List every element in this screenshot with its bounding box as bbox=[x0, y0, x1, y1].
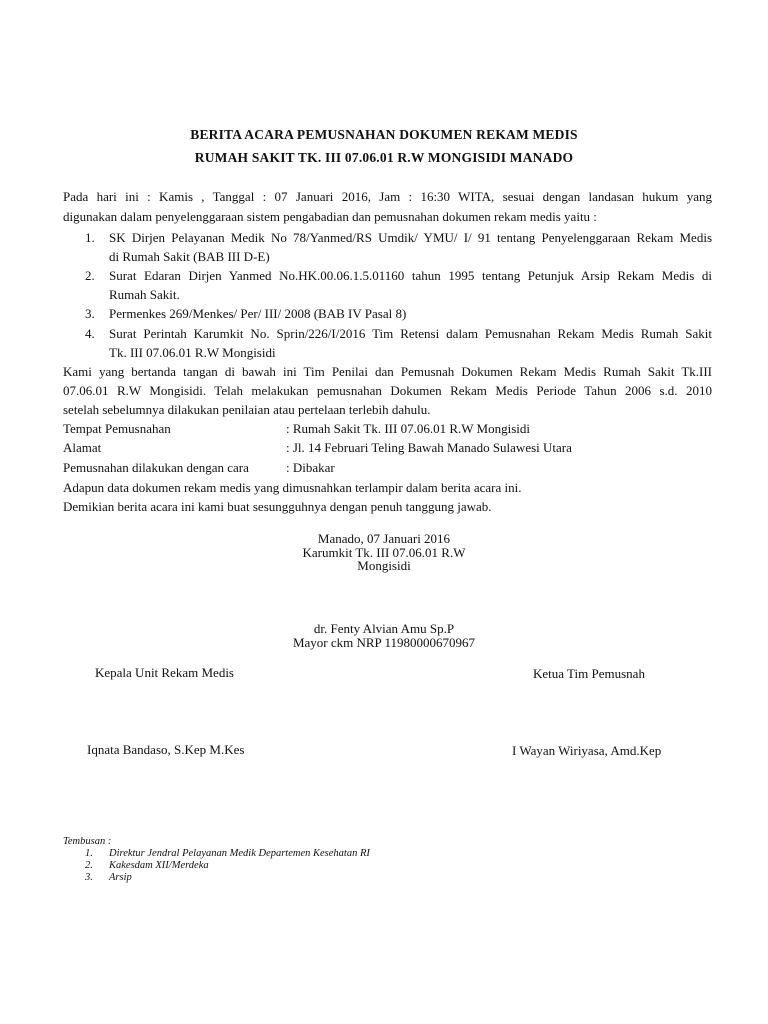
statement-line-2: 07.06.01 R.W Mongisidi. Telah melakukan pemusnahan Dokumen Rekam Medis Periode Tahun 2006 s.d. 2010 bbox=[63, 383, 712, 398]
detail-value: : Dibakar bbox=[286, 460, 335, 475]
signer-name: dr. Fenty Alvian Amu Sp.P bbox=[313, 621, 455, 636]
list-item: Kakesdam XII/Merdeka bbox=[109, 860, 209, 871]
list-item-number: 1. bbox=[85, 848, 93, 859]
list-item: Surat Edaran Dirjen Yanmed No.HK.00.06.1.5.01160 tahun 1995 tentang Petunjuk Arsip Rekam Medis di bbox=[109, 268, 712, 283]
list-item-number: 1. bbox=[85, 230, 95, 245]
closing-line-2: Demikian berita acara ini kami buat sesungguhnya dengan penuh tanggung jawab. bbox=[63, 499, 492, 514]
signer-position: Karumkit Tk. III 07.06.01 R.W bbox=[302, 545, 466, 560]
signer-position: Kepala Unit Rekam Medis bbox=[95, 665, 234, 680]
intro-line-1: Pada hari ini : Kamis , Tanggal : 07 Januari 2016, Jam : 16:30 WITA, sesuai dengan landasan hukum yang bbox=[63, 189, 712, 204]
list-item: Direktur Jendral Pelayanan Medik Departemen Kesehatan RI bbox=[109, 848, 370, 859]
closing-line-1: Adapun data dokumen rekam medis yang dimusnahkan terlampir dalam berita acara ini. bbox=[63, 480, 522, 495]
signer-name: I Wayan Wiriyasa, Amd.Kep bbox=[512, 743, 662, 758]
detail-label: Tempat Pemusnahan bbox=[63, 421, 171, 436]
list-item-number: 2. bbox=[85, 268, 95, 283]
signer-position: Ketua Tim Pemusnah bbox=[533, 666, 645, 681]
detail-label: Pemusnahan dilakukan dengan cara bbox=[63, 460, 249, 475]
document-title-line-1: BERITA ACARA PEMUSNAHAN DOKUMEN REKAM MEDIS bbox=[190, 127, 578, 142]
list-item: Arsip bbox=[109, 872, 132, 883]
signer-rank: Mayor ckm NRP 11980000670967 bbox=[292, 635, 476, 650]
document-title-line-2: RUMAH SAKIT TK. III 07.06.01 R.W MONGISIDI MANADO bbox=[194, 150, 574, 165]
statement-line-3: setelah sebelumnya dilakukan penilaian atau pertelaan terlebih dahulu. bbox=[63, 402, 431, 417]
copies-heading: Tembusan : bbox=[63, 836, 112, 847]
list-item-continuation: Tk. III 07.06.01 R.W Mongisidi bbox=[109, 345, 276, 360]
signer-position-continuation: Mongisidi bbox=[357, 558, 411, 573]
place-date: Manado, 07 Januari 2016 bbox=[317, 531, 451, 546]
signer-name: Iqnata Bandaso, S.Kep M.Kes bbox=[87, 742, 245, 757]
list-item: Permenkes 269/Menkes/ Per/ III/ 2008 (BAB IV Pasal 8) bbox=[109, 306, 407, 321]
statement-line-1: Kami yang bertanda tangan di bawah ini Tim Penilai dan Pemusnah Dokumen Rekam Medis Rumah Sakit Tk.III bbox=[63, 364, 712, 379]
list-item: SK Dirjen Pelayanan Medik No 78/Yanmed/RS Umdik/ YMU/ I/ 91 tentang Penyelenggaraan Rekam Medis bbox=[109, 230, 712, 245]
list-item-continuation: Rumah Sakit. bbox=[109, 287, 180, 302]
list-item-number: 3. bbox=[85, 872, 93, 883]
list-item-number: 2. bbox=[85, 860, 93, 871]
intro-line-2: digunakan dalam penyelenggaraan sistem pengabadian dan pemusnahan dokumen rekam medis yaitu : bbox=[63, 209, 597, 224]
list-item-number: 3. bbox=[85, 306, 95, 321]
detail-value: : Jl. 14 Februari Teling Bawah Manado Sulawesi Utara bbox=[286, 440, 572, 455]
list-item: Surat Perintah Karumkit No. Sprin/226/I/2016 Tim Retensi dalam Pemusnahan Rekam Medis Rumah Sakit bbox=[109, 326, 712, 341]
detail-label: Alamat bbox=[63, 440, 102, 455]
list-item-number: 4. bbox=[85, 326, 95, 341]
list-item-continuation: di Rumah Sakit (BAB III D-E) bbox=[109, 249, 270, 264]
detail-value: : Rumah Sakit Tk. III 07.06.01 R.W Mongisidi bbox=[286, 421, 530, 436]
